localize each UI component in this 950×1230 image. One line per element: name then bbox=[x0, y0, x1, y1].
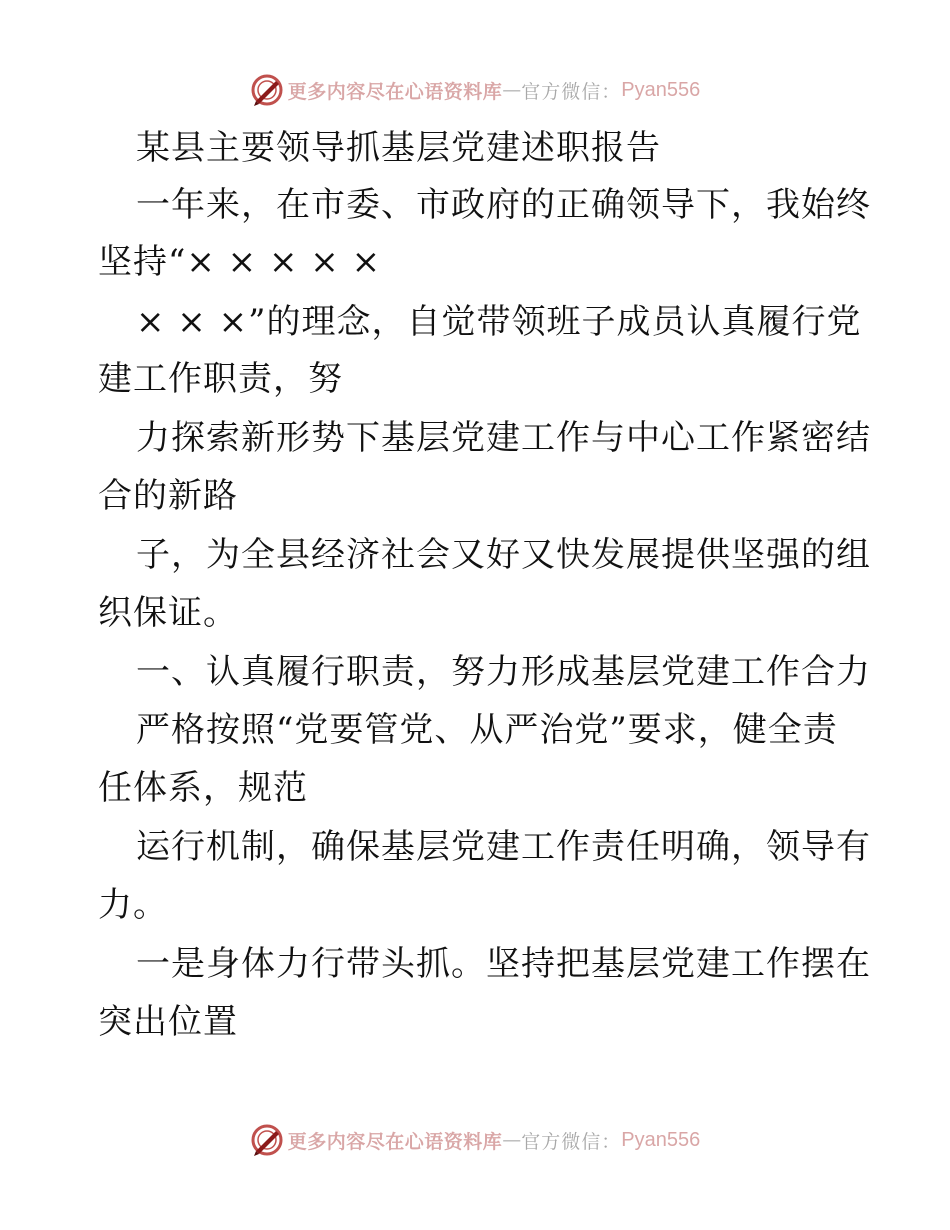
paragraph-line: 力。 bbox=[98, 885, 168, 925]
paragraph-line: × × ×”的理念，自觉带领班子成员认真履行党 bbox=[136, 302, 862, 342]
paragraph-line: 一是身体力行带头抓。坚持把基层党建工作摆在 bbox=[136, 944, 871, 984]
watermark-brand-text: 更多内容尽在心语资料库 bbox=[287, 1130, 503, 1153]
paragraph-line: 突出位置 bbox=[98, 1002, 238, 1042]
watermark-wechat-label: 官方微信： bbox=[521, 1130, 622, 1153]
pen-logo-icon bbox=[250, 1123, 284, 1157]
watermark-dash: — bbox=[502, 79, 522, 101]
watermark-brand-text: 更多内容尽在心语资料库 bbox=[287, 80, 503, 103]
paragraph-line: 建工作职责，努 bbox=[98, 359, 343, 399]
paragraph-line: 合的新路 bbox=[98, 476, 238, 516]
paragraph-line: 任体系，规范 bbox=[98, 768, 308, 808]
paragraph-line: 运行机制，确保基层党建工作责任明确，领导有 bbox=[136, 827, 871, 867]
paragraph-line: 一年来，在市委、市政府的正确领导下，我始终 bbox=[136, 185, 871, 225]
watermark-dash: — bbox=[502, 1129, 522, 1151]
paragraph-line: 坚持“× × × × × bbox=[98, 242, 382, 282]
watermark-wechat-id: Pyan556 bbox=[621, 1128, 701, 1151]
watermark-wechat-id: Pyan556 bbox=[621, 78, 701, 101]
paragraph-line: 力探索新形势下基层党建工作与中心工作紧密结 bbox=[136, 418, 871, 458]
paragraph-line: 子，为全县经济社会又好又快发展提供坚强的组 bbox=[136, 535, 871, 575]
header-watermark bbox=[0, 70, 950, 110]
paragraph-line: 织保证。 bbox=[98, 593, 238, 633]
document-title: 某县主要领导抓基层党建述职报告 bbox=[136, 128, 661, 168]
watermark-wechat-label: 官方微信： bbox=[521, 80, 622, 103]
footer-watermark bbox=[0, 1120, 950, 1160]
section-heading: 一、认真履行职责，努力形成基层党建工作合力 bbox=[136, 652, 871, 692]
pen-logo-icon bbox=[250, 73, 284, 107]
paragraph-line: 严格按照“党要管党、从严治党”要求，健全责 bbox=[136, 710, 838, 750]
